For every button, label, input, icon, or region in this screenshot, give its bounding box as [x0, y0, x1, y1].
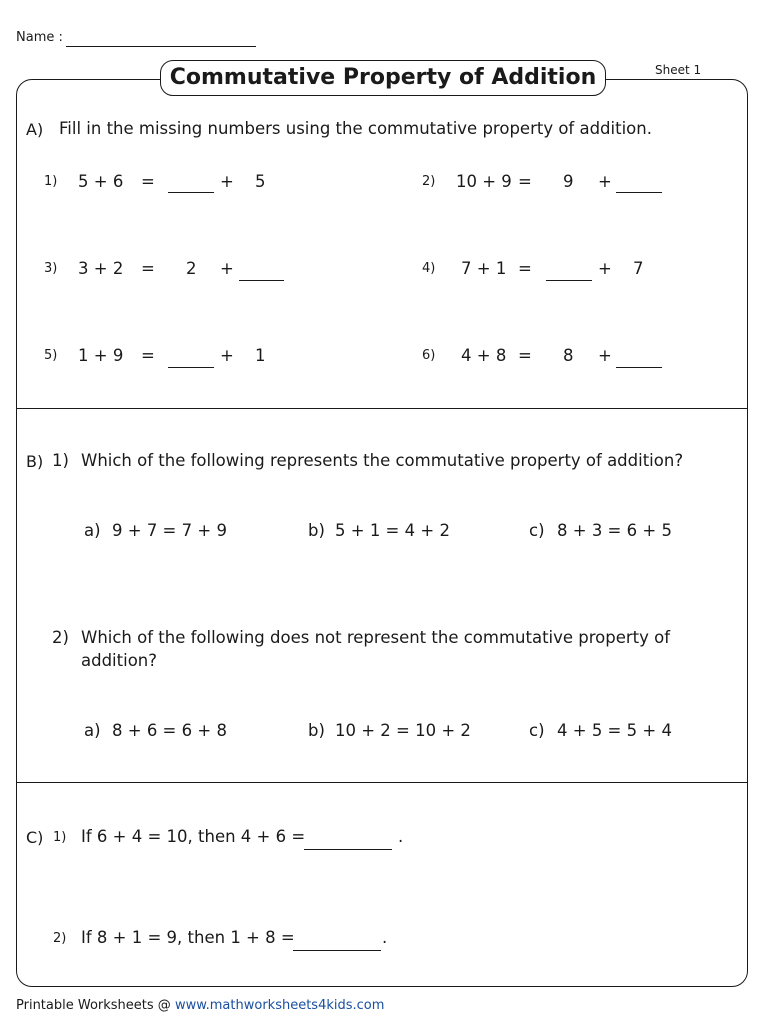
given-number: 7: [633, 259, 644, 278]
given-number: 9: [563, 172, 574, 191]
name-blank[interactable]: [66, 46, 256, 47]
plus-sign: +: [598, 172, 612, 191]
problem-number: 2): [422, 174, 436, 189]
answer-blank[interactable]: [293, 950, 381, 951]
question-text: Which of the following does not represent the commutative property of: [81, 628, 671, 647]
question-text-continued: addition?: [81, 651, 158, 670]
name-label: Name :: [16, 30, 63, 45]
answer-blank[interactable]: [616, 192, 662, 193]
equals-sign: =: [518, 172, 532, 191]
option-label: c): [529, 521, 545, 540]
period: .: [382, 928, 388, 947]
plus-sign: +: [220, 172, 234, 191]
option-text[interactable]: 8 + 6 = 6 + 8: [112, 721, 227, 740]
option-text[interactable]: 5 + 1 = 4 + 2: [335, 521, 450, 540]
plus-sign: +: [598, 346, 612, 365]
answer-blank[interactable]: [239, 280, 284, 281]
problem-lhs: 1 + 9: [78, 346, 124, 365]
option-text[interactable]: 9 + 7 = 7 + 9: [112, 521, 227, 540]
option-label: b): [308, 521, 325, 540]
problem-number: 5): [44, 348, 58, 363]
option-label: c): [529, 721, 545, 740]
question-text: If 6 + 4 = 10, then 4 + 6 =: [81, 827, 306, 846]
equals-sign: =: [141, 259, 155, 278]
option-text[interactable]: 8 + 3 = 6 + 5: [557, 521, 672, 540]
given-number: 1: [255, 346, 266, 365]
question-number: 2): [53, 931, 67, 946]
problem-lhs: 4 + 8: [461, 346, 507, 365]
question-number: 1): [53, 830, 67, 845]
answer-blank[interactable]: [546, 280, 592, 281]
plus-sign: +: [598, 259, 612, 278]
equals-sign: =: [141, 172, 155, 191]
problem-number: 3): [44, 261, 58, 276]
problem-number: 4): [422, 261, 436, 276]
answer-blank[interactable]: [168, 367, 214, 368]
period: .: [398, 827, 404, 846]
option-text[interactable]: 4 + 5 = 5 + 4: [557, 721, 672, 740]
answer-blank[interactable]: [168, 192, 214, 193]
footer: [16, 998, 384, 1013]
question-number: 2): [52, 628, 69, 647]
section-a-instruction: Fill in the missing numbers using the commutative property of addition.: [59, 119, 652, 138]
given-number: 8: [563, 346, 574, 365]
worksheet-title: Commutative Property of Addition: [160, 60, 606, 96]
section-divider: [16, 408, 748, 409]
answer-blank[interactable]: [616, 367, 662, 368]
problem-lhs: 3 + 2: [78, 259, 124, 278]
problem-lhs: 7 + 1: [461, 259, 507, 278]
footer-link[interactable]: www.mathworksheets4kids.com: [174, 998, 385, 1013]
given-number: 5: [255, 172, 266, 191]
section-b-letter: B): [26, 452, 44, 471]
section-c-letter: C): [26, 828, 44, 847]
question-text: If 8 + 1 = 9, then 1 + 8 =: [81, 928, 295, 947]
plus-sign: +: [220, 259, 234, 278]
question-number: 1): [52, 451, 69, 470]
equals-sign: =: [518, 259, 532, 278]
problem-number: 6): [422, 348, 436, 363]
problem-lhs: 10 + 9: [456, 172, 512, 191]
answer-blank[interactable]: [304, 849, 392, 850]
given-number: 2: [186, 259, 197, 278]
section-a-letter: A): [26, 120, 44, 139]
option-label: a): [84, 721, 101, 740]
equals-sign: =: [141, 346, 155, 365]
footer-prefix: Printable Worksheets @: [16, 998, 171, 1013]
question-text: Which of the following represents the commutative property of addition?: [81, 451, 684, 470]
plus-sign: +: [220, 346, 234, 365]
option-label: b): [308, 721, 325, 740]
problem-lhs: 5 + 6: [78, 172, 124, 191]
sheet-label: Sheet 1: [655, 63, 702, 77]
option-text[interactable]: 10 + 2 = 10 + 2: [335, 721, 471, 740]
section-divider: [16, 782, 748, 783]
problem-number: 1): [44, 174, 58, 189]
equals-sign: =: [518, 346, 532, 365]
option-label: a): [84, 521, 101, 540]
